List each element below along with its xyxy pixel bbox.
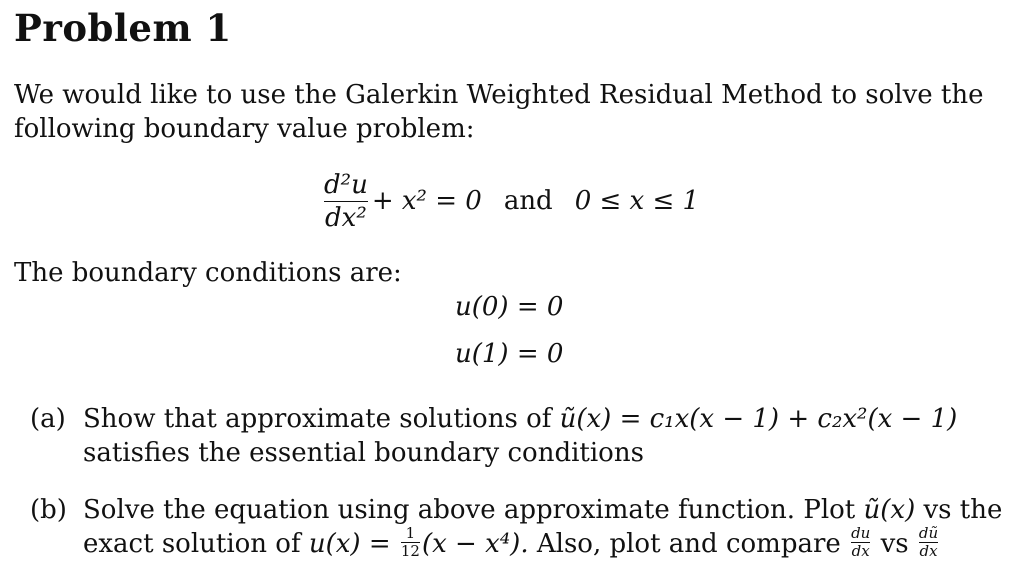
- intro-paragraph: We would like to use the Galerkin Weighted Residual Method to solve the following boundary value problem:: [14, 80, 984, 144]
- part-b-label: (b): [30, 495, 67, 525]
- dx-denominator-2: dx: [919, 541, 938, 560]
- du-numerator: du: [851, 523, 871, 542]
- dx-denominator: dx: [851, 541, 870, 560]
- and-word: and: [503, 186, 553, 216]
- second-derivative-fraction: [324, 170, 368, 233]
- boundary-conditions-intro: The boundary conditions are:: [14, 258, 402, 288]
- fraction-denominator: dx²: [325, 202, 367, 233]
- part-b-text: [83, 493, 1023, 562]
- dutilde-numerator: dũ: [918, 523, 939, 542]
- one-twelfth-fraction: [400, 523, 420, 560]
- one-twelfth-denominator: 12: [400, 541, 420, 560]
- exact-solution-rest: (x − x⁴).: [421, 529, 529, 559]
- domain-range: 0 ≤ x ≤ 1: [574, 186, 700, 216]
- equation-rest: + x² = 0: [371, 186, 482, 216]
- part-a-text-before: Show that approximate solutions of: [83, 404, 552, 434]
- vs-word: vs: [880, 529, 909, 559]
- part-b-text-before: Solve the equation using above approximate function. Plot: [83, 495, 856, 525]
- part-a-text: [83, 402, 1023, 470]
- boundary-condition-right: u(1) = 0: [455, 339, 564, 369]
- approx-function-ref: ũ(x): [863, 495, 916, 525]
- approximate-solution-expression: ũ(x) = c₁x(x − 1) + c₂x²(x − 1): [559, 404, 958, 434]
- one-twelfth-numerator: 1: [405, 523, 416, 542]
- part-a-text-after: satisfies the essential boundary conditions: [83, 438, 644, 468]
- exact-solution-lhs: u(x) =: [308, 529, 391, 559]
- part-a-label: (a): [30, 404, 66, 434]
- fraction-bar: [324, 201, 368, 202]
- part-b-text-mid: vs the exact solution of: [83, 495, 1003, 559]
- part-b-text-tail: Also, plot and compare: [536, 529, 841, 559]
- dutilde-dx-fraction: [918, 523, 939, 560]
- boundary-condition-left: u(0) = 0: [455, 292, 564, 322]
- governing-equation: [320, 168, 699, 234]
- du-dx-fraction: [851, 523, 871, 560]
- problem-heading: Problem 1: [14, 6, 232, 50]
- fraction-numerator: d²u: [324, 169, 368, 200]
